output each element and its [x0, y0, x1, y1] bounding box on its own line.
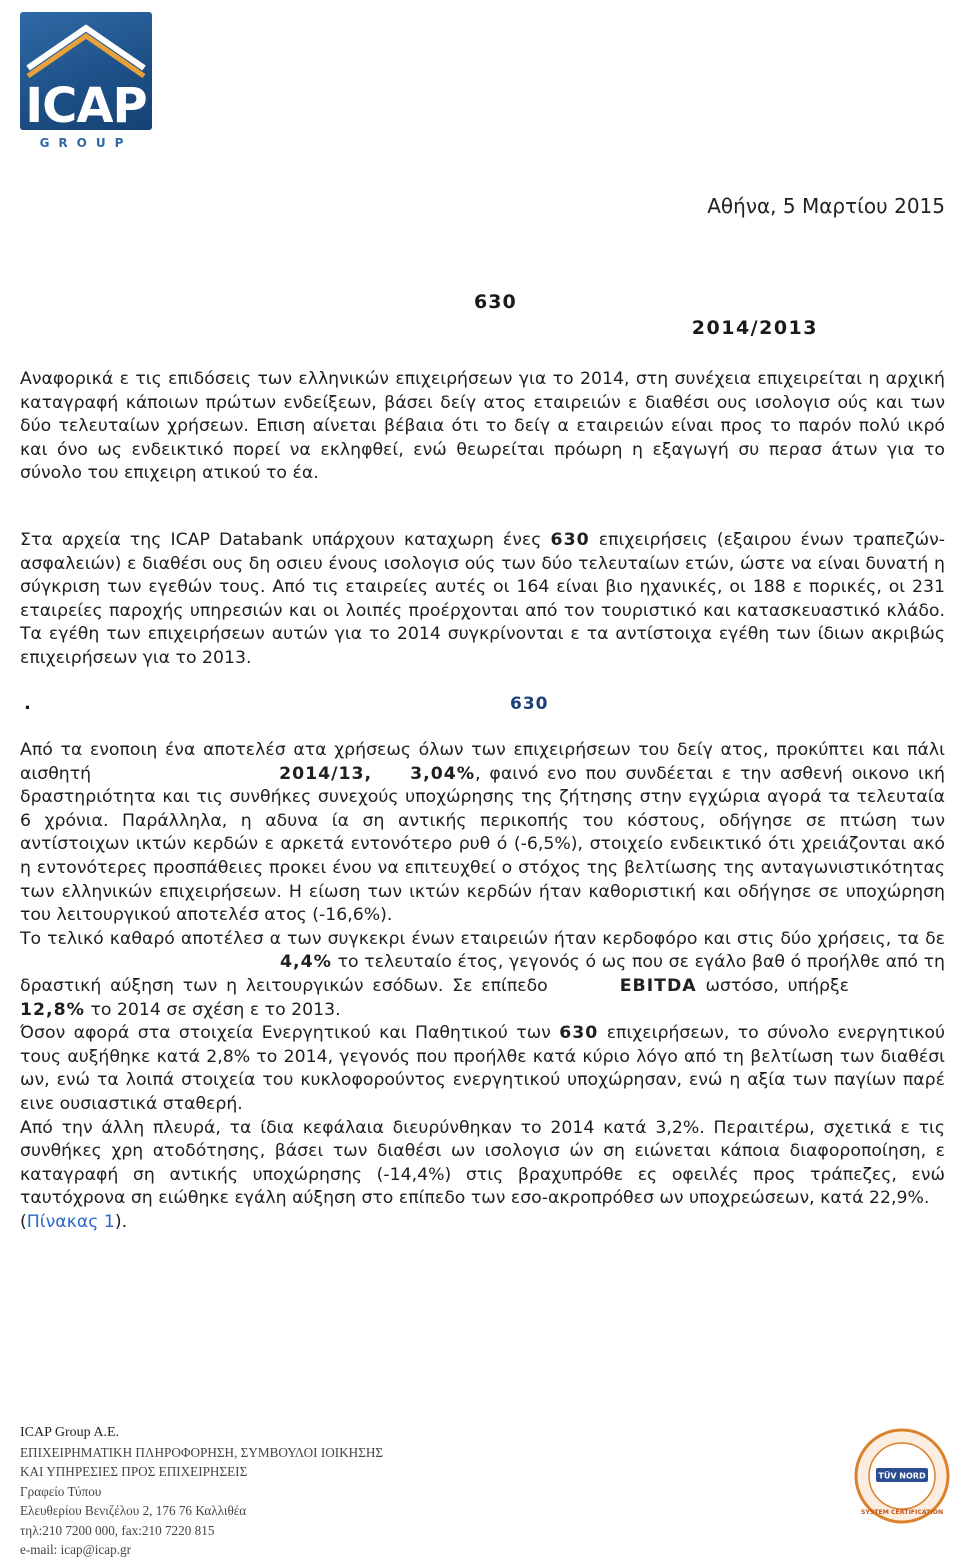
ref-close: ). — [114, 1211, 128, 1232]
results-text-2d: το 2014 σε σχέση ε το 2013. — [84, 999, 341, 1020]
headline-years: 2014/2013 — [691, 317, 818, 339]
company-count: 630 — [550, 530, 590, 550]
seal-top-text: TÜV NORD — [878, 1471, 926, 1481]
assets-company-count: 630 — [559, 1023, 599, 1044]
logo-box — [20, 12, 152, 134]
databank-text-a: Στα αρχεία της ICAP Databank υπάρχουν καταχωρη ένες — [20, 530, 551, 550]
company-footer — [20, 1423, 500, 1560]
icap-group-logo — [20, 12, 152, 154]
logo-word: ICAP — [25, 78, 147, 134]
results-text-2c: ωστόσο, υπήρξε — [696, 975, 849, 996]
footer-press-office: Γραφείο Τύπου — [20, 1483, 102, 1499]
section-bullet: . — [24, 693, 31, 714]
results-text-1a: Από τα ενοποιη ένα αποτελέσ ατα χρήσεως όλων των επιχειρήσεων του δείγ ατος, προκύπτει και πάλι αισθητή — [20, 740, 945, 784]
footer-address: Ελευθερίου Βενιζέλου 2, 176 76 Καλλιθέα — [20, 1503, 247, 1518]
certification-seal-icon — [854, 1428, 950, 1524]
section-heading-count: 630 — [510, 694, 549, 714]
ebitda-label: EBITDA — [619, 975, 697, 996]
years-span: 2014/13, — [279, 763, 373, 784]
footer-line-1: ΕΠΙΧΕΙΡΗΜΑΤΙΚΗ ΠΛΗΡΟΦΟΡΗΣΗ, ΣΥΜΒΟΥΛΟΙ ΙΟΙΚΗΣΗΣ — [20, 1444, 384, 1460]
footer-phone: τηλ:210 7200 000, fax:210 7220 815 — [20, 1522, 215, 1538]
databank-text-b: επιχειρήσεις (εξαιρου ένων τραπεζών-ασφαλειών) ε διαθέσι ους δη οσιευ ένους ισολογισ ούς των δύο τελευταίων ετών, ώστε να είναι δυνατή η σύγκριση των εγεθών τους. Από τις εταιρείες αυτές οι 164 είναι βιο ηχανικές, οι 188 ε πορικές, οι 231 εταιρείες παροχής υπηρεσιών και οι λοιπές προέρχονται από τον τουριστικό και κατασκευαστικό κλάδο. Τα εγέθη των επιχειρήσεων αυτών για το 2014 συγκρίνονται ε τα αντίστοιχα εγέθη των ίδιων ακριβώς επιχειρήσεων για το 2013. — [20, 530, 945, 668]
results-text-1b: , φαινό ενο που συνδέεται ε την ασθενή οικονο ική δραστηριότητα και τις συνθήκες συνεχούς υποχώρησης της ζήτησης στην εγχώρια αγορά τα τελευταία 6 χρόνια. Παράλληλα, η αδυνα ία ση αντικής περικοπής του κόστους, οδήγησε σε πτώση των αντίστοιχων ικτών κερδών ε αρκετά εντονότερο ρυθ ό (-6,5%), στοιχείο ενδεικτικό ότι χρειάζονται ακό η εντονότερες προσπάθειες προκει ένου να επιτευχθεί ο στόχος της βελτίωσης της ανταγωνιστικότητας των ελληνικών επιχειρήσεων. Η είωση των ικτών κερδών ήταν καθοριστική και οδήγησε σε υποχώρηση του λειτουργικού αποτελέσ ατος (-16,6%). — [20, 763, 945, 926]
press-date: Αθήνα, 5 Μαρτίου 2015 — [707, 194, 945, 218]
logo-chevron-icon — [20, 12, 152, 78]
results-paragraph — [20, 739, 945, 1234]
ref-open: ( — [20, 1211, 27, 1232]
databank-paragraph — [20, 529, 945, 671]
seal-bottom-text: SYSTEM CERTIFICATION — [860, 1509, 944, 1516]
results-text-2b: το τελευταίο έτος, γεγονός ό ως που σε εγάλο βαθ ό προήλθε από τη δραστική αύξηση των η λειτουργικών εσόδων. Σε επίπεδο — [20, 952, 945, 996]
footer-company: ICAP Group A.E. — [20, 1425, 120, 1440]
footer-line-2: ΚΑΙ ΥΠΗΡΕΣΙΕΣ ΠΡΟΣ ΕΠΙΧΕΙΡΗΣΕΙΣ — [20, 1464, 248, 1479]
assets-text-b: επιχειρήσεων, το σύνολο ενεργητικού τους αυξήθηκε κατά 2,8% το 2014, γεγονός που προήλθε κατά κύριο λόγο από τη βελτίωση των διαθέσι ων, ενώ τα λοιπά στοιχεία του κυκλοφορούντος ενεργητικού υποχώρησαν, ενώ η αξία των παγίων παρέ εινε ουσιαστικά σταθερή. — [20, 1023, 945, 1114]
intro-paragraph: Αναφορικά ε τις επιδόσεις των ελληνικών επιχειρήσεων για το 2014, στη συνέχεια επιχειρείται η αρχική καταγραφή κάποιων πρώτων ενδείξεων, βάσει δείγ ατος εταιρειών ε διαθέσι ους ισολογισ ούς και των δύο τελευταίων χρήσεων. Επιση αίνεται βέβαια ότι το δείγ α εταιρειών είναι προς το παρόν πολύ ικρό και όνο ως ενδεικτικό πορεί να εκληφθεί, ενώ θεωρείται πρόωρη η εξαγωγή συ περασ άτων για το σύνολο του επιχειρη ατικού το έα. — [20, 369, 945, 484]
headline-count: 630 — [474, 291, 517, 313]
footer-email[interactable]: e-mail: icap@icap.gr — [20, 1542, 131, 1557]
results-text-2a: Το τελικό καθαρό αποτέλεσ α των συγκεκρι ένων εταιρειών ήταν κερδοφόρο και στις δύο χρήσεις, τα δε — [20, 928, 945, 949]
sales-change-pct: 3,04% — [410, 763, 476, 784]
table-1-link[interactable]: Πίνακας 1 — [26, 1211, 115, 1232]
assets-text-a: Όσον αφορά στα στοιχεία Ενεργητικού και Παθητικού των — [20, 1023, 560, 1044]
logo-group-text: GROUP — [39, 136, 133, 150]
equity-text: Από την άλλη πλευρά, τα ίδια κεφάλαια διευρύνθηκαν το 2014 κατά 3,2%. Περαιτέρω, σχετικά ε τις συνθήκες χρη ατοδότησης, βάσει των διαθέσι ων ισολογισ ών ση ειώνεται κάποια διαφοροποίηση, ε καταγραφή ση αντικής υποχώρησης (-14,4%) στις βραχυπρόθε ες οφειλές προς τράπεζες, ενώ ταυτόχρονα ση ειώθηκε εγάλη αύξηση στο επίπεδο των εσο-ακροπρόθεσ ων υποχρεώσεων, κατά 22,9%. — [20, 1117, 945, 1209]
ebitda-change-pct: 12,8% — [20, 999, 85, 1020]
profit-change-pct: 4,4% — [280, 952, 332, 973]
